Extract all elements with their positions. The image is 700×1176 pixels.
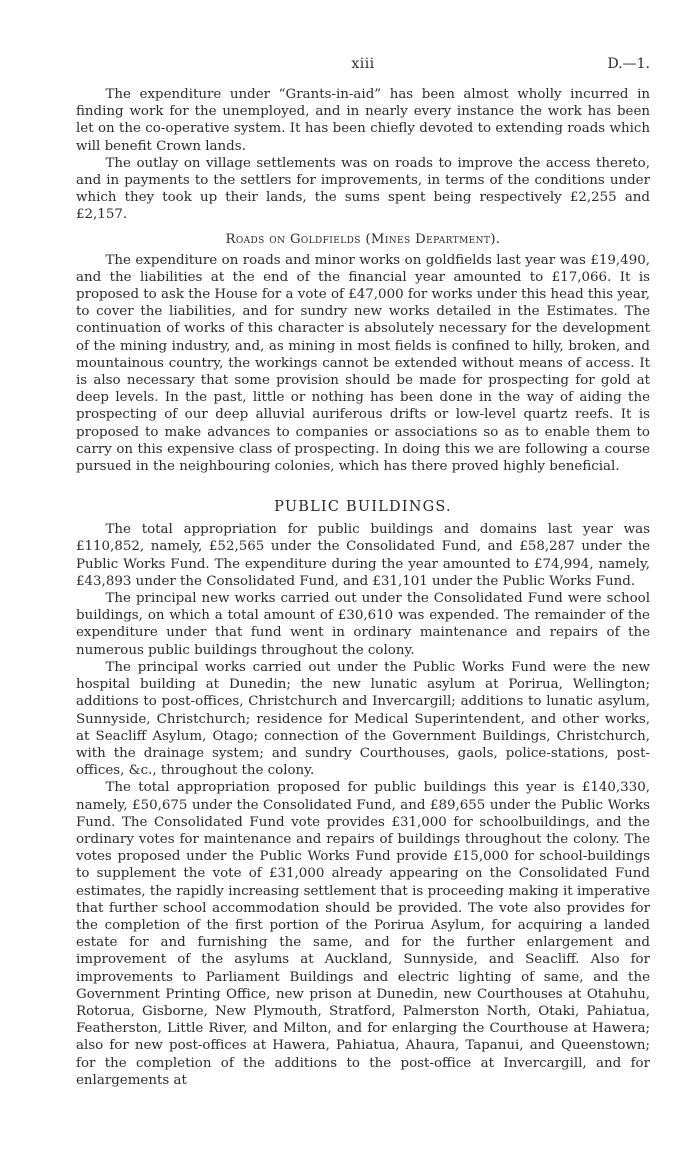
section-heading: Roads on Goldfields (Mines Department). bbox=[225, 231, 501, 247]
paragraph: The expenditure on roads and minor works on goldfields last year was £19,490, and the liabilities at the end of the financial year amounted to £17,066. It is proposed to ask the House for a vote of £47,000 for works under this head this year, to cover the liabilities, and for sundry new works detailed in the Estimates. The continuation of works of this character is absolutely necessary for the development of the mining industry, and, as mining in most fields is confined to hilly, broken, and mountainous country, the workings cannot be extended without means of access. It is also necessary that some provision should be made for prospecting for gold at deep levels. In the past, little or nothing has been done in the way of aiding the prospecting of our deep alluvial auriferous drifts or low-level quartz reefs. It is proposed to make advances to companies or associations so as to enable them to carry on this expensive class of prospecting. In doing this we are following a course pursued in the neighbouring colonies, which has there proved highly beneficial. bbox=[76, 252, 650, 475]
public-buildings-section bbox=[76, 499, 650, 1089]
page-number: xiii bbox=[351, 56, 375, 72]
section-title: PUBLIC BUILDINGS. bbox=[274, 499, 452, 516]
paragraph: The total appropriation for public buildings and domains last year was £110,852, namely, £52,565 under the Consolidated Fund, and £58,287 under the Public Works Fund. The expenditure during the year amounted to £74,994, namely, £43,893 under the Consolidated Fund, and £31,101 under the Public Works Fund. bbox=[76, 522, 650, 589]
paragraph: The total appropriation proposed for public buildings this year is £140,330, namely, £50,675 under the Consolidated Fund, and £89,655 under the Public Works Fund. The Consolidated Fund vote provides £31,000 for schoolbuildings, and the ordinary votes for maintenance and repairs of buildings throughout the colony. The votes proposed under the Public Works Fund provide £15,000 for school-buildings to supplement the vote of £31,000 already appearing on the Consolidated Fund estimates, the rapidly increasing settlement that is proceeding making it imperative that further school accommodation should be provided. The vote also provides for the completion of the first portion of the Porirua Asylum, for acquiring a landed estate for and furnishing the same, and for the further enlargement and improvement of the asylums at Auckland, Sunnyside, and Seacliff. Also for improvements to Parliament Buildings and electric lighting of same, and the Government Printing Office, new prison at Dunedin, new Courthouses at Otahuhu, Rotorua, Gisborne, New Plymouth, Stratford, Palmerston North, Otaki, Pahiatua, Featherston, Little River, and Milton, and for enlarging the Courthouse at Hawera; also for new post-offices at Hawera, Pahiatua, Ahaura, Tapanui, and Queenstown; for the completion of the additions to the post-office at Invercargill, and for enlargements at bbox=[76, 780, 650, 1088]
paragraph: The principal new works carried out under the Consolidated Fund were school buildings, on which a total amount of £30,610 was expended. The remainder of the expenditure under that fund went in ordinary maintenance and repairs of the numerous public buildings throughout the colony. bbox=[76, 591, 650, 658]
grants-in-aid-section bbox=[76, 86, 650, 224]
page-header bbox=[76, 56, 650, 76]
document-reference: D.—1. bbox=[607, 56, 650, 72]
paragraph: The outlay on village settlements was on roads to improve the access thereto, and in payments to the settlers for improvements, in terms of the conditions under which they took up their lands, the sums spent being respectively £2,255 and £2,157. bbox=[76, 155, 650, 223]
paragraph: The expenditure under “Grants-in-aid” has been almost wholly incurred in finding work for the unemployed, and in nearly every instance the work has been let on the co-operative system. It has been chiefly devoted to extending roads which will benefit Crown lands. bbox=[76, 87, 650, 154]
paragraph: The principal works carried out under the Public Works Fund were the new hospital building at Dunedin; the new lunatic asylum at Porirua, Wellington; additions to post-offices, Christchurch and Invercargill; additions to lunatic asylum, Sunnyside, Christchurch; residence for Medical Superintendent, and other works, at Seacliff Asylum, Otago; connection of the Government Buildings, Christchurch, with the drainage system; and sundry Courthouses, gaols, police-stations, post-offices, &c., throughout the colony. bbox=[76, 659, 650, 779]
roads-on-goldfields-section bbox=[76, 232, 650, 476]
page-body bbox=[76, 86, 650, 1089]
